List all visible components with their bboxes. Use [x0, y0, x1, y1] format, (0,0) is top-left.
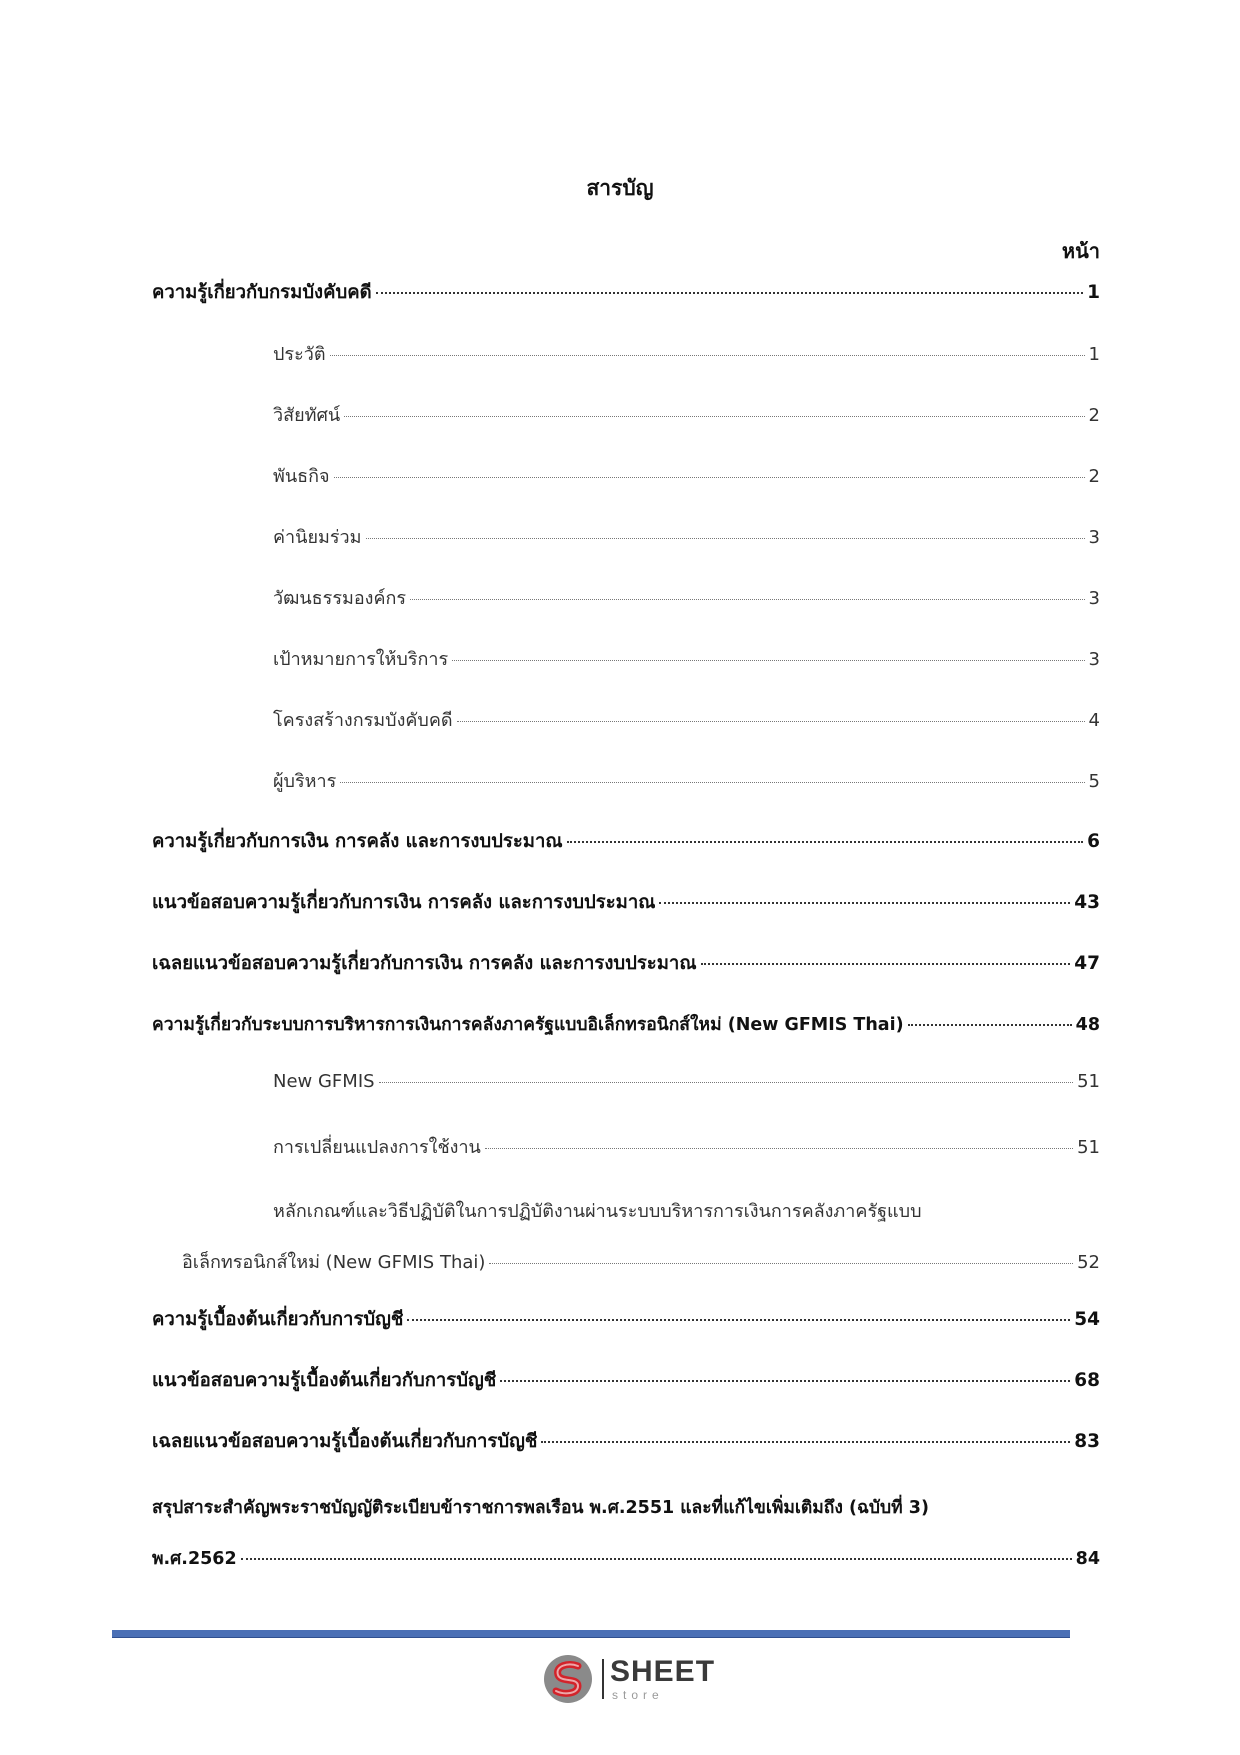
dot-leader [241, 1558, 1072, 1560]
toc-entry-page: 54 [1074, 1309, 1100, 1330]
logo-subtext: store [612, 1688, 664, 1702]
logo-separator [602, 1659, 604, 1699]
toc-entry-page: 2 [1088, 466, 1100, 487]
toc-entry-label: แนวข้อสอบความรู้เบื้องต้นเกี่ยวกับการบัญชี [152, 1370, 497, 1391]
dot-leader [340, 782, 1084, 783]
toc-entry-page: 3 [1088, 649, 1100, 670]
dot-leader [701, 963, 1071, 965]
toc-entry-label: ความรู้เกี่ยวกับกรมบังคับคดี [152, 282, 372, 303]
dot-leader [366, 538, 1085, 539]
toc-entry-label: เป้าหมายการให้บริการ [273, 649, 449, 670]
toc-entry-label: วิสัยทัศน์ [273, 405, 341, 426]
dot-leader [659, 902, 1070, 904]
toc-entry-label-line1: หลักเกณฑ์และวิธีปฏิบัติในการปฏิบัติงานผ่านระบบบริหารการเงินการคลังภาครัฐแบบ [273, 1201, 922, 1222]
page-column-header: หน้า [1061, 239, 1100, 263]
toc-entry[interactable] [152, 888, 1100, 949]
dot-leader [330, 355, 1085, 356]
dot-leader [407, 1319, 1070, 1321]
toc-entry-label: วัฒนธรรมองค์กร [273, 588, 407, 609]
toc-entry-page: 83 [1074, 1431, 1100, 1452]
toc-entry-page: 1 [1087, 282, 1100, 303]
toc-entry-page: 6 [1087, 831, 1100, 852]
dot-leader [489, 1263, 1073, 1264]
sheet-store-logo [542, 1653, 716, 1705]
toc-entry[interactable] [152, 1488, 1100, 1602]
dot-leader [500, 1380, 1070, 1382]
toc-entry-label: การเปลี่ยนแปลงการใช้งาน [273, 1137, 481, 1158]
toc-entry-page: 3 [1088, 527, 1100, 548]
toc-entry-page: 52 [1077, 1252, 1100, 1273]
toc-subentry[interactable] [152, 461, 1100, 522]
toc-subentry[interactable] [152, 705, 1100, 766]
toc-subentry[interactable] [152, 766, 1100, 827]
toc-entry[interactable] [152, 827, 1100, 888]
toc-entry-label: ค่านิยมร่วม [273, 527, 362, 548]
toc-entry-label: พันธกิจ [273, 466, 330, 487]
toc-entry-page: 2 [1088, 405, 1100, 426]
footer-bar [112, 1630, 1070, 1638]
toc-entry-label-line2: อิเล็กทรอนิกส์ใหม่ (New GFMIS Thai) [182, 1252, 486, 1273]
toc-entry[interactable] [152, 949, 1100, 1010]
toc-entry-label: ประวัติ [273, 344, 326, 365]
page-title: สารบัญ [586, 176, 654, 200]
toc-entry-page: 48 [1075, 1015, 1100, 1035]
sheet-store-s-icon [542, 1653, 594, 1705]
toc-entry-label: เฉลยแนวข้อสอบความรู้เกี่ยวกับการเงิน การคลัง และการงบประมาณ [152, 953, 697, 974]
toc-entry[interactable] [152, 1010, 1100, 1071]
dot-leader [344, 416, 1084, 417]
dot-leader [485, 1148, 1073, 1149]
toc-entry-page: 51 [1077, 1137, 1100, 1158]
toc-entry[interactable] [152, 1427, 1100, 1488]
dot-leader [541, 1441, 1070, 1443]
logo-wordmark: SHEET [610, 1655, 716, 1688]
toc-entry-label: ผู้บริหาร [273, 771, 337, 792]
toc-entry-page: 5 [1088, 771, 1100, 792]
dot-leader [410, 599, 1084, 600]
toc-entry[interactable] [152, 1366, 1100, 1427]
dot-leader [334, 477, 1085, 478]
dot-leader [452, 660, 1084, 661]
dot-leader [908, 1024, 1072, 1026]
toc-subentry[interactable] [152, 583, 1100, 644]
toc-entry[interactable] [152, 278, 1100, 339]
dot-leader [379, 1082, 1074, 1083]
dot-leader [457, 721, 1085, 722]
toc-entry-label: เฉลยแนวข้อสอบความรู้เบื้องต้นเกี่ยวกับการบัญชี [152, 1431, 538, 1452]
toc-entry-page: 3 [1088, 588, 1100, 609]
toc-entry-label-line1: สรุปสาระสำคัญพระราชบัญญัติระเบียบข้าราชการพลเรือน พ.ศ.2551 และที่แก้ไขเพิ่มเติมถึง (ฉบับที่ 3) [152, 1498, 929, 1518]
dot-leader [376, 292, 1084, 294]
toc-subentry[interactable] [152, 1191, 1100, 1305]
toc-entry-label: New GFMIS [273, 1071, 375, 1092]
toc-entry-label-line2: พ.ศ.2562 [152, 1549, 237, 1569]
toc-entry-page: 84 [1075, 1549, 1100, 1569]
toc-entry-page: 1 [1088, 344, 1100, 365]
toc-entry-label: โครงสร้างกรมบังคับคดี [273, 710, 453, 731]
toc-entry-page: 43 [1074, 892, 1100, 913]
toc-entry-page: 4 [1088, 710, 1100, 731]
toc-subentry[interactable] [152, 1071, 1100, 1132]
toc-entry-page: 47 [1074, 953, 1100, 974]
toc-entry-label: แนวข้อสอบความรู้เกี่ยวกับการเงิน การคลัง และการงบประมาณ [152, 892, 656, 913]
toc-entry-label: ความรู้เกี่ยวกับระบบการบริหารการเงินการคลังภาครัฐแบบอิเล็กทรอนิกส์ใหม่ (New GFMIS Thai) [152, 1015, 904, 1035]
toc-subentry[interactable] [152, 1132, 1100, 1193]
toc-subentry[interactable] [152, 522, 1100, 583]
toc-entry[interactable] [152, 1305, 1100, 1366]
toc-entry-page: 51 [1077, 1071, 1100, 1092]
toc-entry-label: ความรู้เกี่ยวกับการเงิน การคลัง และการงบประมาณ [152, 831, 563, 852]
table-of-contents [152, 278, 1100, 1602]
dot-leader [567, 841, 1084, 843]
toc-subentry[interactable] [152, 400, 1100, 461]
toc-entry-label: ความรู้เบื้องต้นเกี่ยวกับการบัญชี [152, 1309, 404, 1330]
toc-subentry[interactable] [152, 339, 1100, 400]
toc-subentry[interactable] [152, 644, 1100, 705]
toc-entry-page: 68 [1074, 1370, 1100, 1391]
